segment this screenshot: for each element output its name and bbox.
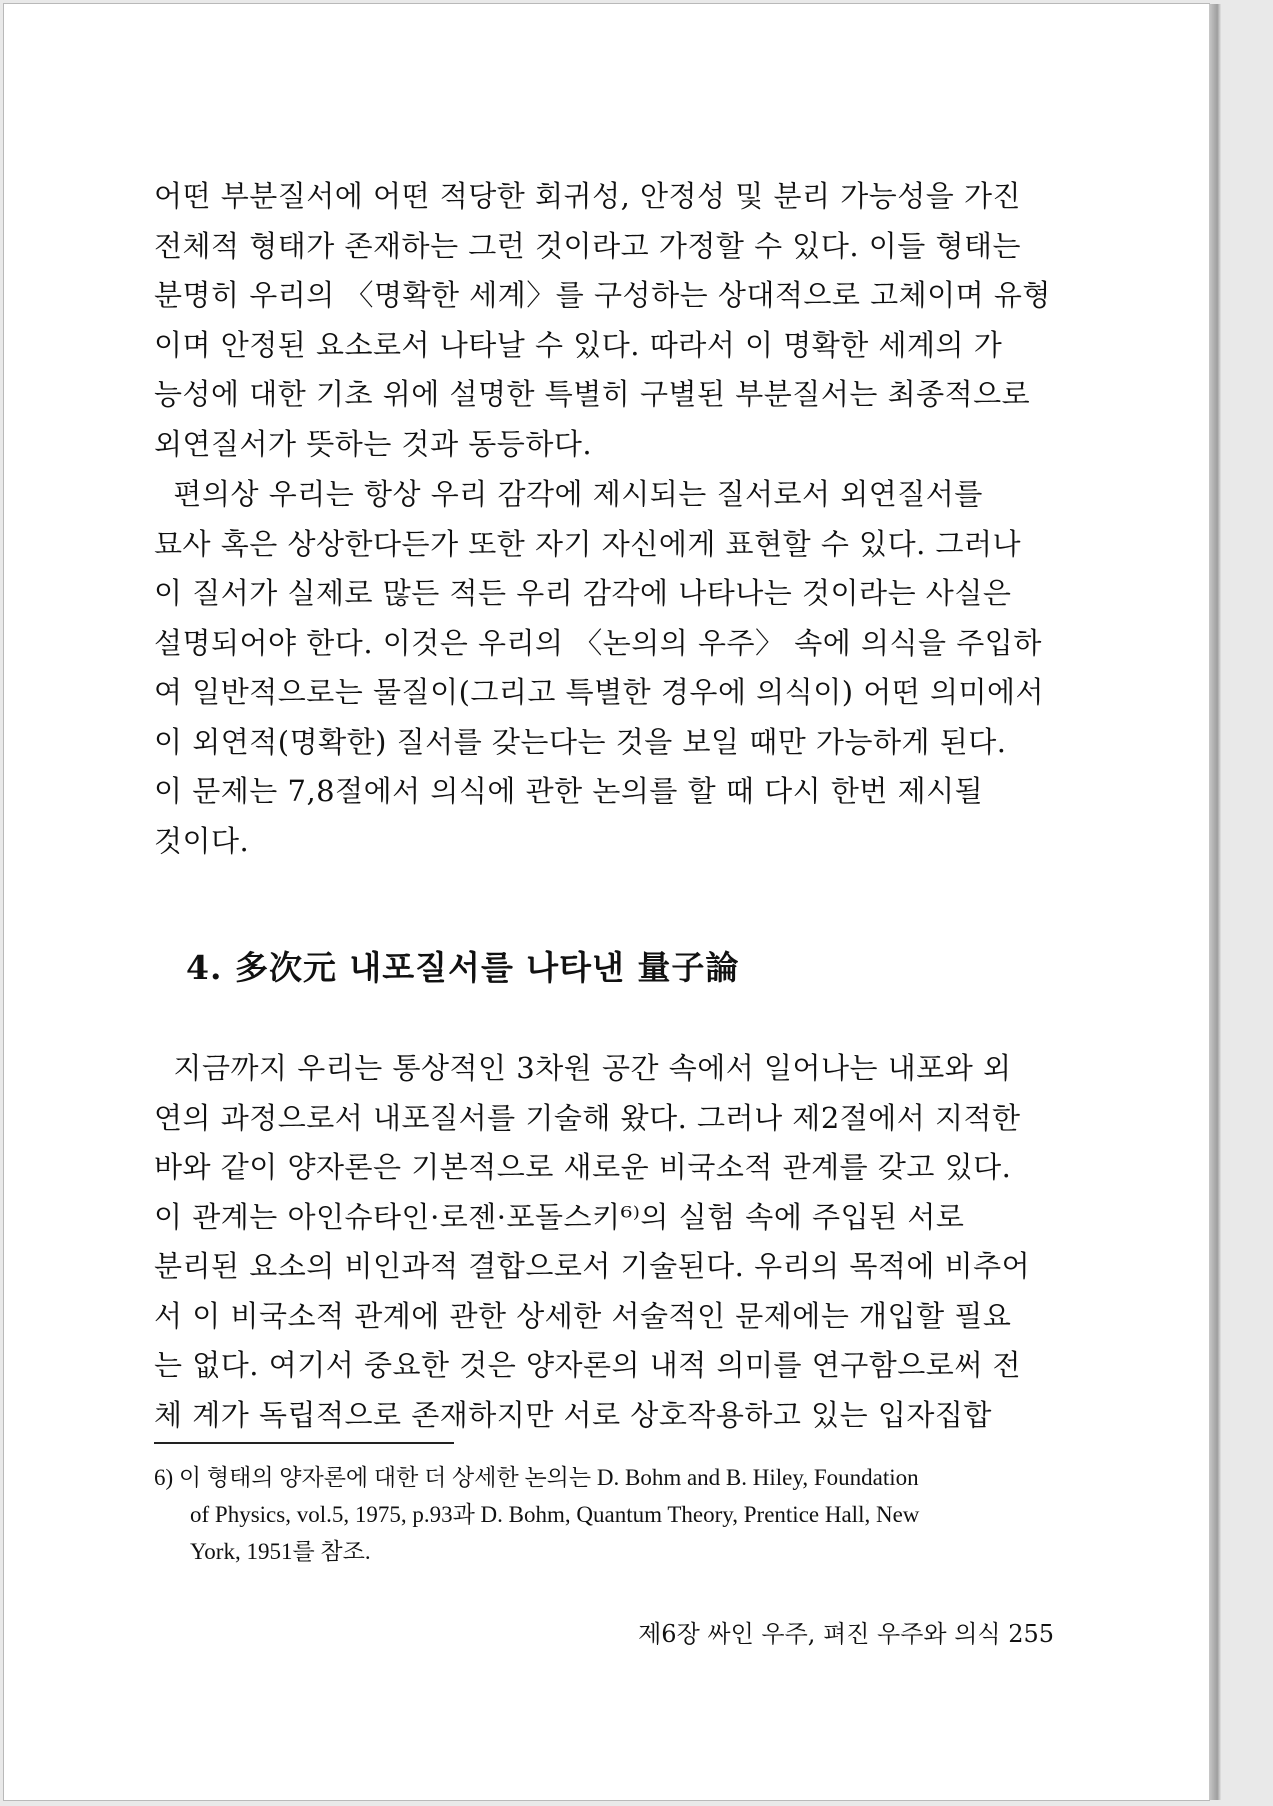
text-line: 이며 안정된 요소로서 나타날 수 있다. 따라서 이 명확한 세계의 가 <box>154 327 1003 362</box>
text-line: 능성에 대한 기초 위에 설명한 특별히 구별된 부분질서는 최종적으로 <box>154 377 1031 411</box>
text-line: 것이다. <box>154 823 250 858</box>
text-line: 체 계가 독립적으로 존재하지만 서로 상호작용하고 있는 입자집합 <box>154 1397 992 1432</box>
text-line: 이 질서가 실제로 많든 적든 우리 감각에 나타나는 것이라는 사실은 <box>154 576 1012 610</box>
text-line: 설명되어야 한다. 이것은 우리의 〈논의의 우주〉 속에 의식을 주입하 <box>154 625 1042 660</box>
text-line: 편의상 우리는 항상 우리 감각에 제시되는 질서로서 외연질서를 <box>154 477 983 511</box>
section-heading: 4. 多次元 내포질서를 나타낸 量子論 <box>186 948 740 987</box>
text-line: 서 이 비국소적 관계에 관한 상세한 서술적인 문제에는 개입할 필요 <box>154 1298 1012 1333</box>
text-line: 바와 같이 양자론은 기본적으로 새로운 비국소적 관계를 갖고 있다. <box>154 1150 1012 1184</box>
footnote-line: of Physics, vol.5, 1975, p.93과 D. Bohm, Quantum Theory, Prentice Hall, New <box>190 1502 920 1527</box>
text-line: 지금까지 우리는 통상적인 3차원 공간 속에서 일어나는 내포와 외 <box>154 1051 1012 1085</box>
text-line: 전체적 형태가 존재하는 그런 것이라고 가정할 수 있다. 이들 형태는 <box>154 228 1022 263</box>
text-line: 이 외연적(명확한) 질서를 갖는다는 것을 보일 때만 가능하게 된다. <box>154 724 1007 759</box>
text-line: 묘사 혹은 상상한다든가 또한 자기 자신에게 표현할 수 있다. 그러나 <box>154 526 1022 561</box>
text-line: 이 관계는 아인슈타인·로젠·포돌스키⁶⁾의 실험 속에 주입된 서로 <box>154 1199 965 1234</box>
paragraph-3 <box>154 1044 1056 1440</box>
paragraph-1 <box>154 172 1056 469</box>
text-line: 어떤 부분질서에 어떤 적당한 회귀성, 안정성 및 분리 가능성을 가진 <box>154 179 1022 213</box>
footnote-line: York, 1951를 참조. <box>190 1539 371 1564</box>
text-line: 는 없다. 여기서 중요한 것은 양자론의 내적 의미를 연구함으로써 전 <box>154 1348 1022 1382</box>
footnote-line: 6) 이 형태의 양자론에 대한 더 상세한 논의는 D. Bohm and B. Hiley, Foundation <box>154 1465 919 1490</box>
footnote-divider <box>154 1442 454 1444</box>
text-line: 여 일반적으로는 물질이(그리고 특별한 경우에 의식이) 어떤 의미에서 <box>154 675 1045 709</box>
text-line: 분리된 요소의 비인과적 결합으로서 기술된다. 우리의 목적에 비추어 <box>154 1249 1031 1283</box>
book-page <box>4 4 1209 1800</box>
text-line: 외연질서가 뜻하는 것과 동등하다. <box>154 426 593 461</box>
text-line: 이 문제는 7,8절에서 의식에 관한 논의를 할 때 다시 한번 제시될 <box>154 774 984 808</box>
text-line: 분명히 우리의 〈명확한 세계〉를 구성하는 상대적으로 고체이며 유형 <box>154 278 1051 312</box>
page-edge-shadow <box>1209 4 1221 1800</box>
paragraph-2 <box>154 470 1056 866</box>
running-footer: 제6장 싸인 우주, 펴진 우주와 의식 255 <box>638 1620 1054 1648</box>
footnote <box>154 1459 1059 1570</box>
text-line: 연의 과정으로서 내포질서를 기술해 왔다. 그러나 제2절에서 지적한 <box>154 1100 1021 1135</box>
